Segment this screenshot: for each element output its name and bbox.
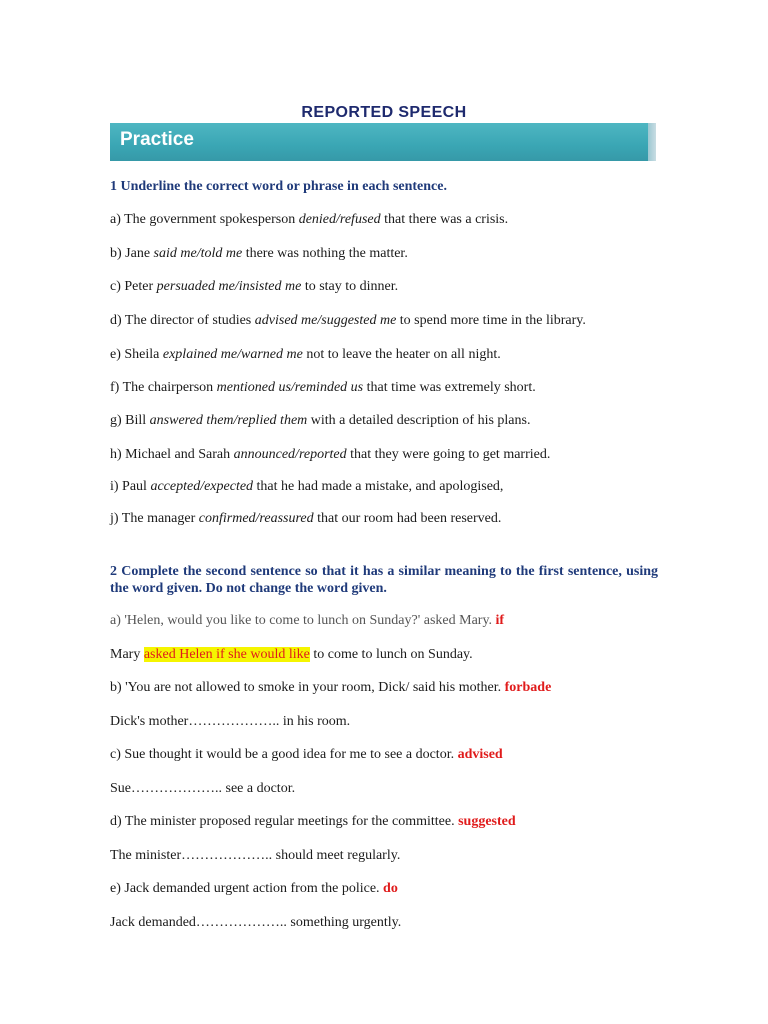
highlighted-answer: asked Helen if she would like	[143, 647, 310, 662]
blank-fill: ………………..	[188, 714, 280, 729]
exercise1-item-j: j) The manager confirmed/reassured that our room had been reserved.	[110, 511, 502, 526]
exercise1-item-a: a) The government spokesperson denied/refused that there was a crisis.	[110, 212, 509, 227]
practice-banner-label: Practice	[120, 129, 194, 150]
exercise1-item-d: d) The director of studies advised me/suggested me to spend more time in the library.	[110, 313, 586, 328]
answer-options: answered them/replied them	[149, 413, 308, 428]
answer-options: confirmed/reassured	[198, 511, 314, 526]
answer-options: advised me/suggested me	[254, 313, 397, 328]
key-word: do	[383, 881, 398, 896]
banner-edge	[648, 123, 656, 161]
page-title: REPORTED SPEECH	[301, 104, 467, 121]
answer-options: persuaded me/insisted me	[156, 279, 302, 294]
answer-options: denied/refused	[298, 212, 381, 227]
exercise1-item-f: f) The chairperson mentioned us/reminded us that time was extremely short.	[110, 380, 536, 395]
exercise2-prompt-b: b) 'You are not allowed to smoke in your room, Dick/ said his mother. forbade	[110, 680, 552, 695]
exercise1-item-h: h) Michael and Sarah announced/reported that they were going to get married.	[110, 447, 551, 462]
key-word: forbade	[504, 680, 552, 695]
blank-fill: ………………..	[131, 781, 222, 796]
answer-options: accepted/expected	[150, 479, 254, 494]
exercise1-item-g: g) Bill answered them/replied them with a detailed description of his plans.	[110, 413, 531, 428]
exercise1-item-b: b) Jane said me/told me there was nothing the matter.	[110, 246, 408, 261]
exercise2-answer-d: The minister……………….. should meet regularly.	[110, 848, 401, 863]
answer-options: announced/reported	[233, 447, 347, 462]
blank-fill: ………………..	[195, 915, 287, 930]
practice-banner	[110, 123, 656, 161]
exercise2-prompt-c: c) Sue thought it would be a good idea for me to see a doctor. advised	[110, 747, 503, 762]
key-word: advised	[457, 747, 503, 762]
exercise2-prompt-e: e) Jack demanded urgent action from the police. do	[110, 881, 398, 896]
exercise2-prompt-d: d) The minister proposed regular meetings for the committee. suggested	[110, 814, 516, 829]
section2-heading: 2 Complete the second sentence so that it has a similar meaning to the first sentence, using the word given. Do not change the word given.	[110, 564, 658, 596]
exercise2-answer-c: Sue……………….. see a doctor.	[110, 781, 296, 796]
blank-fill: ………………..	[181, 848, 273, 863]
exercise2-answer-a: Mary asked Helen if she would like to come to lunch on Sunday.	[110, 647, 473, 662]
answer-options: mentioned us/reminded us	[216, 380, 364, 395]
answer-options: said me/told me	[153, 246, 243, 261]
exercise2-answer-e: Jack demanded……………….. something urgently.	[110, 915, 402, 930]
answer-options: explained me/warned me	[162, 347, 303, 362]
key-word: suggested	[458, 814, 516, 829]
exercise1-item-e: e) Sheila explained me/warned me not to leave the heater on all night.	[110, 347, 501, 362]
exercise1-item-c: c) Peter persuaded me/insisted me to stay to dinner.	[110, 279, 399, 294]
section1-heading: 1 Underline the correct word or phrase in each sentence.	[110, 179, 447, 194]
exercise2-prompt-a: a) 'Helen, would you like to come to lunch on Sunday?' asked Mary. if	[110, 613, 505, 628]
key-word: if	[495, 613, 505, 628]
exercise2-answer-b: Dick's mother……………….. in his room.	[110, 714, 351, 729]
exercise1-item-i: i) Paul accepted/expected that he had made a mistake, and apologised,	[110, 479, 504, 494]
